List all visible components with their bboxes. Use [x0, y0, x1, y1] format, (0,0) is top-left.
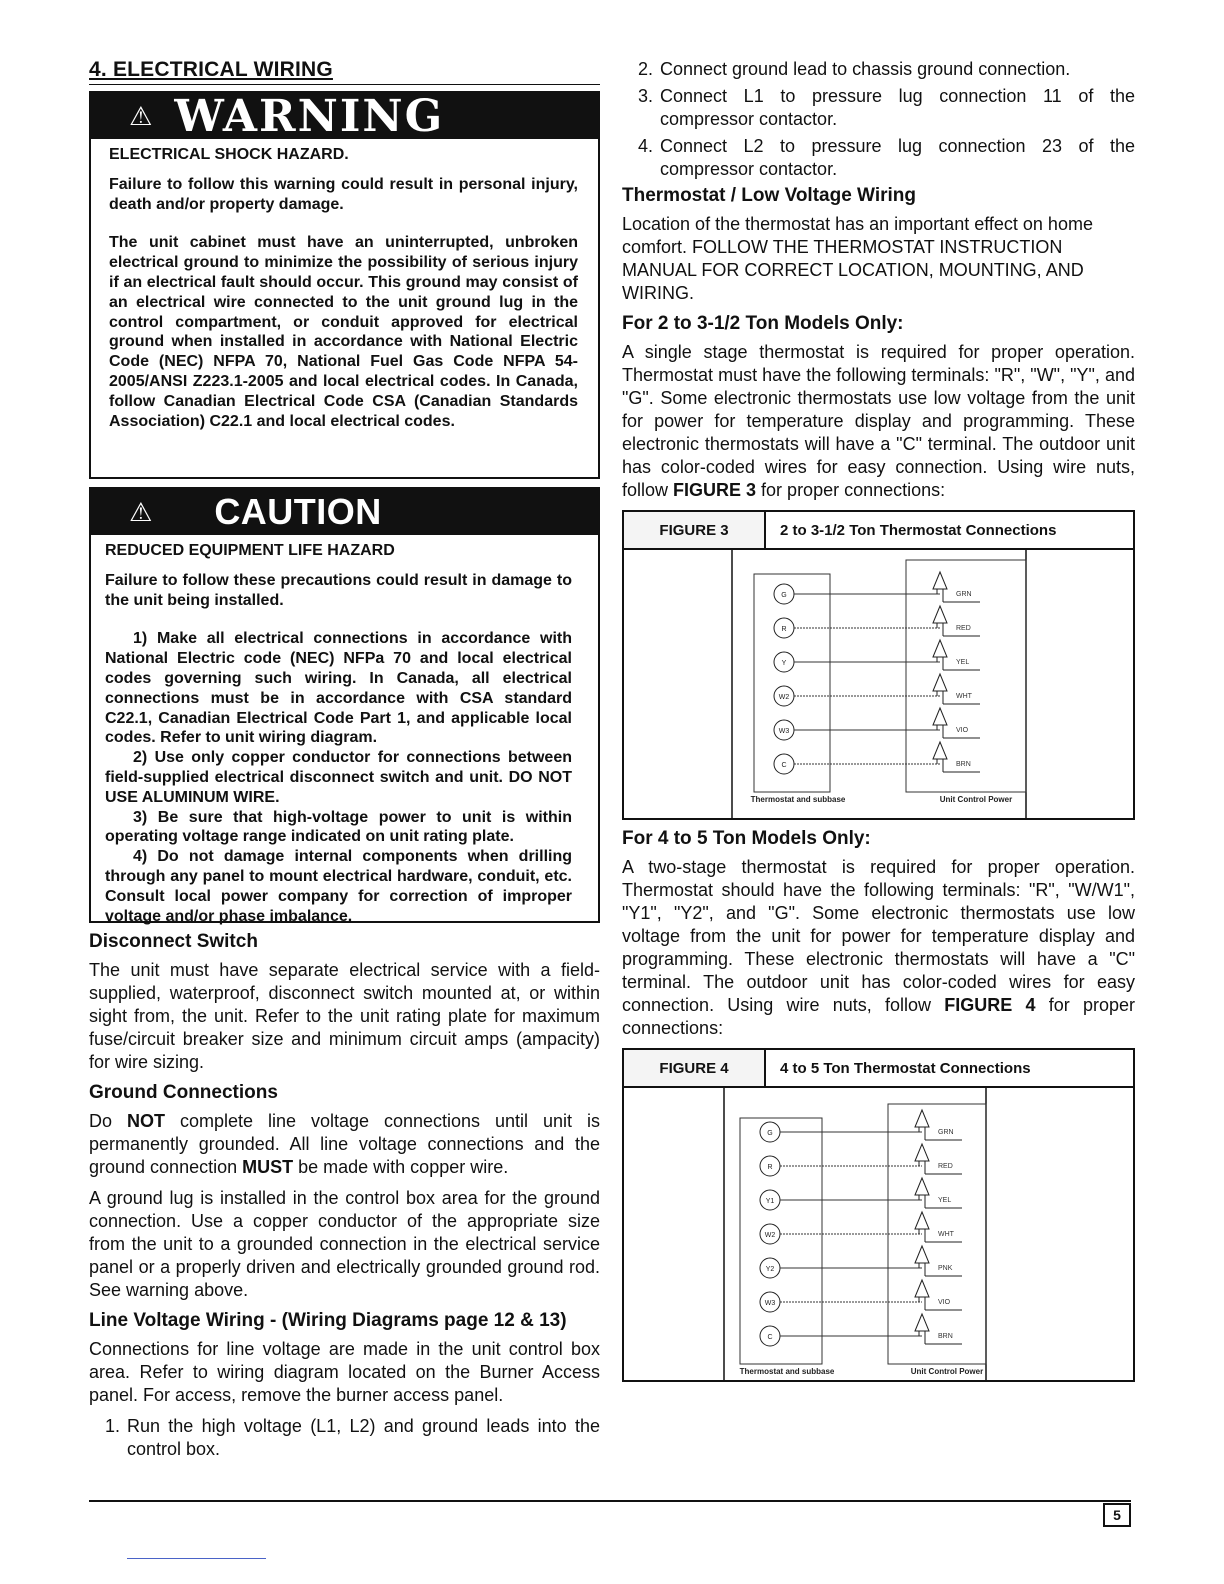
terminal-label: Y2: [765, 1266, 775, 1273]
figure-4-title: 4 to 5 Ton Thermostat Connections: [780, 1059, 1031, 1077]
terminal-label: R: [767, 1164, 773, 1171]
wire-nut: [915, 1280, 929, 1297]
caution-item: 1) Make all electrical connections in accordance with National Electric code (NEC) NFPa 70 and local electrical codes governing such wiring. In Canada, all electrical connections must be in accordance with CSA standard C22.1, Canadian Electrical Code Part 1, and applicable local codes. Refer to unit wiring diagram.: [105, 630, 572, 747]
wire-color-label: WHT: [938, 1231, 954, 1238]
wire-nut: [915, 1212, 929, 1229]
wire-nut: [915, 1110, 929, 1127]
line-voltage-text: Connections for line voltage are made in the unit control box area. Refer to wiring diagram located on the Burner Access panel. For access, remove the burner access panel.: [89, 1339, 600, 1405]
caution-list: [105, 629, 572, 926]
wire-color-label: RED: [938, 1163, 953, 1170]
wire-nut: [915, 1144, 929, 1161]
wire-nut: [915, 1246, 929, 1263]
wire-nut: [933, 606, 947, 623]
wire-color-label: BRN: [956, 761, 971, 768]
step-item: 3. Connect L1 to pressure lug connection 11 of the compressor contactor.: [638, 86, 1135, 129]
unit-control-power-label: Unit Control Power: [939, 795, 1013, 804]
figure-4-diagram: [624, 1088, 1124, 1380]
right-column: [622, 58, 1135, 1390]
figure-3-tag: FIGURE 3: [624, 512, 766, 548]
warning-text-1: Failure to follow this warning could result in personal injury, death and/or property damage.: [109, 175, 578, 213]
page-number: 5: [1103, 1503, 1131, 1527]
caution-box: [89, 487, 600, 923]
unit-box: [888, 1104, 986, 1364]
warning-banner: [91, 90, 598, 142]
left-column: [89, 58, 600, 1465]
caution-text-1: Failure to follow these precautions could result in damage to the unit being installed.: [105, 571, 572, 609]
wire-color-label: WHT: [956, 693, 972, 700]
ground-heading: Ground Connections: [89, 1082, 278, 1103]
warning-text-2: The unit cabinet must have an uninterrupted, unbroken electrical ground to minimize the possibility of serious injury if an electrical fault should occur. This ground may consist of an electrical wire connected to the unit ground lug in the control compartment, or conduit approved for electrical ground when installed in accordance with National Electric Code (NEC) NFPA 70, National Fuel Gas Code NFPA 54-2005/ANSI Z223.1-2005 and local electrical codes. In Canada, follow Canadian Electrical Code CSA (Canadian Standards Association) C22.1 and local electrical codes.: [109, 234, 578, 430]
terminal-label: W3: [778, 728, 790, 735]
models-small-text: A single stage thermostat is required for proper operation. Thermostat must have the following terminals: "R", "W", "Y", and "G". Some electronic thermostats use low voltage from the unit for power for temperature display and programming. These electronic thermostats will have a "C" terminal. The outdoor unit has color-coded wires for easy connection. Using wire nuts, follow FIGURE 3 for proper connections:: [622, 342, 1135, 500]
wire-nut: [933, 674, 947, 691]
thermostat-heading: Thermostat / Low Voltage Wiring: [622, 185, 916, 206]
disconnect-heading: Disconnect Switch: [89, 931, 258, 952]
wire-nut: [915, 1314, 929, 1331]
wire-color-label: YEL: [956, 659, 970, 666]
caution-triangle-icon: ⚠: [129, 496, 153, 527]
terminal-label: Y: [781, 660, 787, 667]
warning-banner-text: WARNING: [174, 90, 445, 142]
line-voltage-steps-cont: [622, 58, 1135, 181]
caution-banner-text: CAUTION: [214, 491, 382, 532]
step-item: 2. Connect ground lead to chassis ground connection.: [638, 59, 1071, 79]
wire-nut: [933, 708, 947, 725]
ground-text-1: Do NOT complete line voltage connections until unit is permanently grounded. All line voltage connections and the ground connection MUST be made with copper wire.: [89, 1111, 600, 1177]
ground-text-2: A ground lug is installed in the control box area for the ground connection. Use a copper conductor of the appropriate size from the unit to a grounded connection in the electrical service panel or a properly driven and electrically grounded ground rod. See warning above.: [89, 1188, 600, 1300]
step-item: 4. Connect L2 to pressure lug connection 23 of the compressor contactor.: [638, 136, 1135, 179]
terminal-label: G: [781, 592, 787, 599]
figure-4-tag: FIGURE 4: [624, 1050, 766, 1086]
footer-rule: [89, 1500, 1131, 1502]
wire-color-label: RED: [956, 625, 971, 632]
models-large-heading: For 4 to 5 Ton Models Only:: [622, 828, 871, 849]
caution-item: 2) Use only copper conductor for connections between field-supplied electrical disconnect switch and unit. DO NOT USE ALUMINUM WIRE.: [105, 749, 572, 806]
terminal-label: R: [781, 626, 787, 633]
line-voltage-steps: [89, 1415, 600, 1461]
wire-color-label: GRN: [938, 1129, 954, 1136]
line-voltage-heading: Line Voltage Wiring - (Wiring Diagrams page 12 & 13): [89, 1310, 567, 1331]
terminal-label: W2: [778, 694, 790, 701]
warning-box: [89, 91, 600, 479]
caution-banner: [91, 489, 598, 535]
wire-nut: [933, 742, 947, 759]
step-item: 1. Run the high voltage (L1, L2) and ground leads into the control box.: [105, 1416, 600, 1459]
wire-color-label: VIO: [956, 727, 969, 734]
figure-3: [622, 510, 1135, 820]
disconnect-text: The unit must have separate electrical service with a field-supplied, waterproof, disconnect switch mounted at, or within sight from, the unit. Refer to the unit rating plate for maximum fuse/circuit breaker size and minimum circuit amps (ampacity) for wire sizing.: [89, 960, 600, 1072]
thermostat-box: [740, 1118, 822, 1364]
wire-color-label: GRN: [956, 591, 972, 598]
figure-3-diagram: [624, 550, 1124, 818]
caution-item: 4) Do not damage internal components when drilling through any panel to mount electrical hardware, conduit, etc. Consult local power company for correction of improper voltage and/or phase imbalance.: [105, 848, 572, 925]
terminal-label: W2: [764, 1232, 776, 1239]
wire-nut: [933, 640, 947, 657]
models-large-text: A two-stage thermostat is required for proper operation. Thermostat should have the following terminals: "R", "W/W1", "Y1", "Y2", and "G". Some electronic thermostats use low voltage from the unit for power for temperature display and programming. These electronic thermostats will have a "C" terminal. The outdoor unit has color-coded wires for easy connection. Using wire nuts, follow FIGURE 4 for proper connections:: [622, 857, 1136, 1038]
wire-color-label: VIO: [938, 1299, 951, 1306]
warning-triangle-icon: ⚠: [129, 100, 153, 131]
terminal-label: G: [767, 1130, 773, 1137]
thermostat-subbase-label: Thermostat and subbase: [739, 1367, 835, 1376]
wire-nut: [915, 1178, 929, 1195]
section-title: 4. ELECTRICAL WIRING: [89, 58, 600, 85]
thermostat-subbase-label: Thermostat and subbase: [750, 795, 846, 804]
terminal-label: C: [781, 762, 787, 769]
caution-item: 3) Be sure that high-voltage power to unit is within operating voltage range indicated on unit rating plate.: [105, 808, 572, 846]
terminal-label: W3: [764, 1300, 776, 1307]
bottom-link-rule: [127, 1558, 266, 1559]
figure-3-title: 2 to 3-1/2 Ton Thermostat Connections: [780, 521, 1057, 539]
terminal-label: Y1: [765, 1198, 775, 1205]
unit-control-power-label: Unit Control Power: [910, 1367, 984, 1376]
wire-nut: [933, 572, 947, 589]
caution-hazard: REDUCED EQUIPMENT LIFE HAZARD: [105, 542, 395, 559]
models-small-heading: For 2 to 3-1/2 Ton Models Only:: [622, 313, 904, 334]
wire-color-label: BRN: [938, 1333, 953, 1340]
terminal-label: C: [767, 1334, 773, 1341]
thermostat-text: Location of the thermostat has an important effect on home comfort. FOLLOW THE THERMOSTAT INSTRUCTION MANUAL FOR CORRECT LOCATION, MOUNTING, AND WIRING.: [622, 214, 1093, 303]
wire-color-label: YEL: [938, 1197, 952, 1204]
wire-color-label: PNK: [938, 1265, 953, 1272]
figure-4: [622, 1048, 1135, 1382]
warning-hazard: ELECTRICAL SHOCK HAZARD.: [109, 146, 349, 163]
